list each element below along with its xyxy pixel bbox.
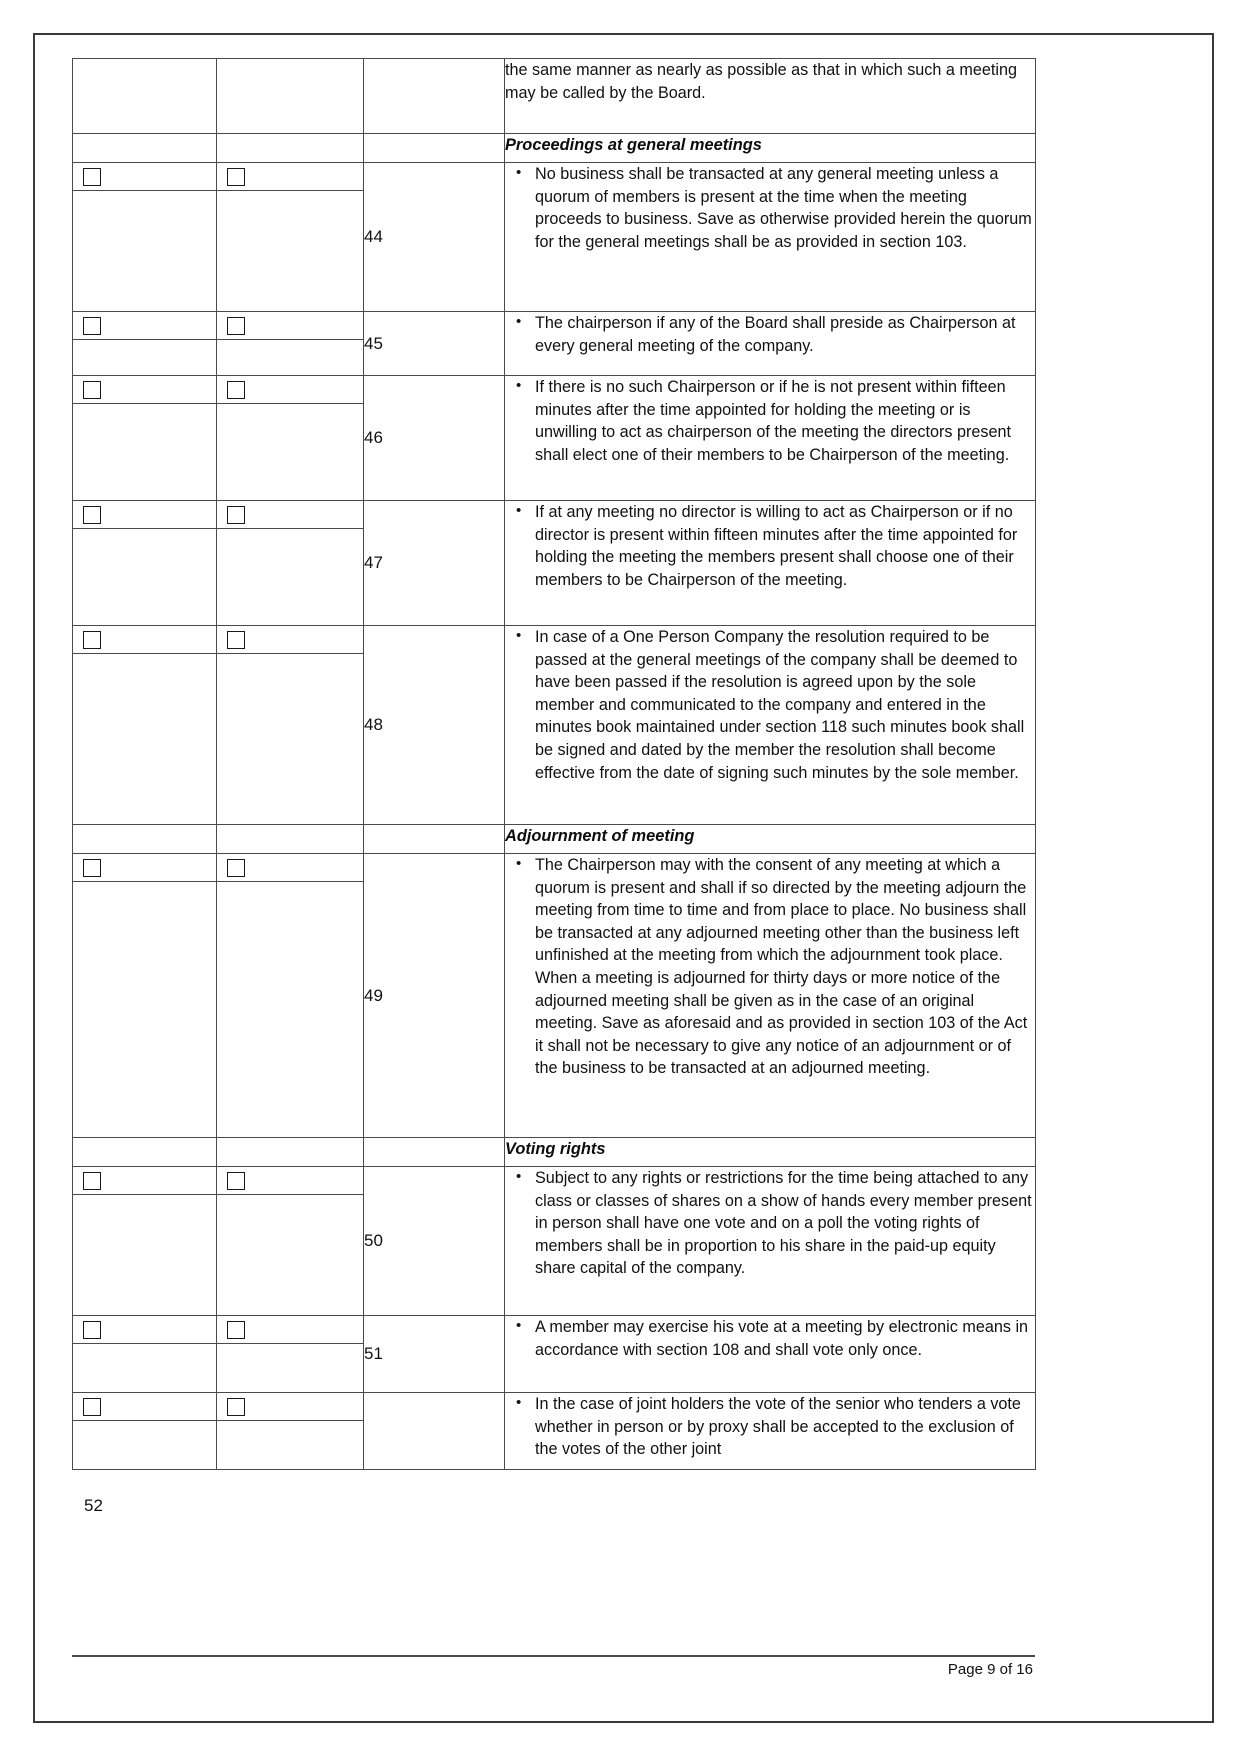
- checkbox-icon[interactable]: [227, 1321, 245, 1339]
- table-row: [73, 1167, 1036, 1316]
- checkbox-icon[interactable]: [227, 631, 245, 649]
- article-number-52-overflow: 52: [84, 1496, 103, 1515]
- checkbox-col1[interactable]: [73, 163, 216, 191]
- checkbox-col2[interactable]: [217, 376, 363, 404]
- checkbox-icon[interactable]: [227, 859, 245, 877]
- checkbox-col1[interactable]: [73, 854, 216, 882]
- checkbox-cell-col1[interactable]: [73, 1167, 217, 1316]
- checkbox-cell-col1[interactable]: [73, 312, 217, 376]
- checkbox-cell-col2[interactable]: [217, 376, 364, 501]
- checkbox-cell-remainder: [73, 1421, 216, 1469]
- checkbox-icon[interactable]: [83, 631, 101, 649]
- checkbox-icon[interactable]: [83, 859, 101, 877]
- section-heading-adjournment: Adjournment of meeting: [505, 825, 1036, 854]
- page-footer: [72, 1655, 1035, 1678]
- checkbox-icon[interactable]: [227, 1398, 245, 1416]
- section-heading-proceedings: Proceedings at general meetings: [505, 134, 1036, 163]
- article-text-cell: [505, 376, 1036, 501]
- checkbox-cell-col1[interactable]: [73, 854, 217, 1138]
- article-bullet: • A member may exercise his vote at a meeting by electronic means in accordance with section 108 and shall vote only once.: [535, 1316, 1035, 1361]
- checkbox-icon[interactable]: [227, 506, 245, 524]
- heading-checkbox-cell-a: [73, 134, 217, 163]
- checkbox-cell-col1[interactable]: [73, 376, 217, 501]
- article-text-cell: [505, 501, 1036, 626]
- article-number: 49: [364, 854, 505, 1138]
- article-bullet: • The Chairperson may with the consent of any meeting at which a quorum is present and shall if so directed by the meeting adjourn the meeting from time to time and from place to place. No business shall be transacted at any adjourned meeting other than the business left unfinished at the meeting from which the adjournment took place. When a meeting is adjourned for thirty days or more notice of the adjourned meeting shall be given as in the case of an original meeting. Save as aforesaid and as provided in section 103 of the Act it shall not be necessary to give any notice of an adjournment or of the business to be transacted at an adjourned meeting.: [535, 854, 1035, 1080]
- article-text-cell: [505, 854, 1036, 1138]
- heading-checkbox-cell-b: [217, 1138, 364, 1167]
- article-number: 44: [364, 163, 505, 312]
- section-heading-voting: Voting rights: [505, 1138, 1036, 1167]
- checkbox-cell-remainder: [73, 529, 216, 625]
- checkbox-icon[interactable]: [83, 1321, 101, 1339]
- checkbox-icon[interactable]: [227, 317, 245, 335]
- article-text-cell: [505, 626, 1036, 825]
- checkbox-col2[interactable]: [217, 854, 363, 882]
- checkbox-cell-col1[interactable]: [73, 163, 217, 312]
- article-bullet: • Subject to any rights or restrictions for the time being attached to any class or classes of shares on a show of hands every member present in person shall have one vote and on a poll the voting rights of members shall be in proportion to his share in the paid-up equity share capital of the company.: [535, 1167, 1035, 1280]
- checkbox-icon[interactable]: [83, 1172, 101, 1190]
- article-number: 46: [364, 376, 505, 501]
- heading-checkbox-cell-a: [73, 825, 217, 854]
- checkbox-icon[interactable]: [83, 317, 101, 335]
- checkbox-cell-remainder: [73, 191, 216, 311]
- checkbox-col2[interactable]: [217, 163, 363, 191]
- table-row: [73, 501, 1036, 626]
- article-bullet-list: [505, 854, 1035, 1080]
- checkbox-cell-empty-a: [73, 59, 217, 134]
- article-bullet-list: [505, 1316, 1035, 1361]
- table-row: [73, 626, 1036, 825]
- article-bullet-list: [505, 163, 1035, 253]
- article-bullet: • In case of a One Person Company the resolution required to be passed at the general meetings of the company shall be deemed to have been passed if the resolution is agreed upon by the sole member and communicated to the company and entered in the minutes book maintained under section 118 such minutes book shall be signed and dated by the member the resolution shall become effective from the date of signing such minutes by the sole member.: [535, 626, 1035, 784]
- continuation-paragraph: the same manner as nearly as possible as that in which such a meeting may be called by the Board.: [505, 61, 1017, 102]
- checkbox-col1[interactable]: [73, 376, 216, 404]
- checkbox-cell-col1[interactable]: [73, 626, 217, 825]
- checkbox-col2[interactable]: [217, 1316, 363, 1344]
- checkbox-col1[interactable]: [73, 1167, 216, 1195]
- checkbox-cell-empty-b: [217, 59, 364, 134]
- heading-checkbox-cell-b: [217, 825, 364, 854]
- heading-checkbox-cell-b: [217, 134, 364, 163]
- article-bullet-list: [505, 626, 1035, 784]
- article-number: 45: [364, 312, 505, 376]
- checkbox-col1[interactable]: [73, 1393, 216, 1421]
- article-number: 51: [364, 1316, 505, 1393]
- table-row: [73, 1316, 1036, 1393]
- checkbox-cell-col2[interactable]: [217, 1393, 364, 1470]
- article-text-cell: [505, 163, 1036, 312]
- checkbox-col2[interactable]: [217, 501, 363, 529]
- checkbox-cell-col2[interactable]: [217, 1316, 364, 1393]
- checkbox-cell-remainder: [73, 404, 216, 500]
- checkbox-col1[interactable]: [73, 626, 216, 654]
- article-text-cell: [505, 1167, 1036, 1316]
- article-number-overflow-placeholder: [364, 1393, 505, 1470]
- checkbox-cell-col2[interactable]: [217, 1167, 364, 1316]
- checkbox-icon[interactable]: [83, 1398, 101, 1416]
- checkbox-cell-col2[interactable]: [217, 854, 364, 1138]
- article-text-cell: [505, 1393, 1036, 1470]
- checkbox-col1[interactable]: [73, 1316, 216, 1344]
- heading-number-cell: [364, 134, 505, 163]
- checkbox-cell-col2[interactable]: [217, 501, 364, 626]
- article-bullet-list: [505, 501, 1035, 591]
- page-content: [72, 58, 1035, 1470]
- article-number-empty: [364, 59, 505, 134]
- checkbox-col2[interactable]: [217, 626, 363, 654]
- heading-number-cell: [364, 825, 505, 854]
- checkbox-cell-remainder: [73, 340, 216, 375]
- article-bullet-list: [505, 312, 1035, 357]
- checkbox-icon[interactable]: [227, 381, 245, 399]
- checkbox-col2[interactable]: [217, 1167, 363, 1195]
- table-row: [73, 1393, 1036, 1470]
- checkbox-cell-col2[interactable]: [217, 312, 364, 376]
- checkbox-cell-remainder: [73, 1195, 216, 1315]
- article-bullet-list: [505, 1393, 1035, 1461]
- table-row: [73, 163, 1036, 312]
- table-row-heading-adjournment: [73, 825, 1036, 854]
- checkbox-col2[interactable]: [217, 312, 363, 340]
- checkbox-icon[interactable]: [83, 506, 101, 524]
- articles-table: [72, 58, 1036, 1470]
- article-number: 47: [364, 501, 505, 626]
- table-row: [73, 854, 1036, 1138]
- checkbox-col1[interactable]: [73, 501, 216, 529]
- table-row-heading-voting: [73, 1138, 1036, 1167]
- article-bullet: • In the case of joint holders the vote of the senior who tenders a vote whether in person or by proxy shall be accepted to the exclusion of the votes of the other joint: [535, 1393, 1035, 1461]
- checkbox-cell-col1[interactable]: [73, 1316, 217, 1393]
- article-bullet-list: [505, 376, 1035, 466]
- article-number: 50: [364, 1167, 505, 1316]
- table-row-continuation: [73, 59, 1036, 134]
- article-bullet: • If at any meeting no director is willing to act as Chairperson or if no director is present within fifteen minutes after the time appointed for holding the meeting the members present shall choose one of their members to be Chairperson of the meeting.: [535, 501, 1035, 591]
- table-row: [73, 376, 1036, 501]
- checkbox-col2[interactable]: [217, 1393, 363, 1421]
- heading-checkbox-cell-a: [73, 1138, 217, 1167]
- checkbox-cell-remainder: [73, 654, 216, 824]
- table-row: [73, 312, 1036, 376]
- article-number: 48: [364, 626, 505, 825]
- article-text-cell: [505, 1316, 1036, 1393]
- article-bullet: • If there is no such Chairperson or if he is not present within fifteen minutes after the time appointed for holding the meeting or is unwilling to act as chairperson of the meeting the directors present shall elect one of their members to be Chairperson of the meeting.: [535, 376, 1035, 466]
- article-bullet: • The chairperson if any of the Board shall preside as Chairperson at every general meeting of the company.: [535, 312, 1035, 357]
- checkbox-icon[interactable]: [227, 1172, 245, 1190]
- article-bullet-list: [505, 1167, 1035, 1280]
- checkbox-cell-col2[interactable]: [217, 626, 364, 825]
- checkbox-cell-col1[interactable]: [73, 1393, 217, 1470]
- checkbox-cell-col1[interactable]: [73, 501, 217, 626]
- checkbox-icon[interactable]: [83, 381, 101, 399]
- checkbox-cell-remainder: [73, 882, 216, 1137]
- heading-number-cell: [364, 1138, 505, 1167]
- checkbox-cell-remainder: [73, 1344, 216, 1392]
- checkbox-icon[interactable]: [83, 168, 101, 186]
- page-footer-label: Page 9 of 16: [947, 1661, 1033, 1678]
- checkbox-icon[interactable]: [227, 168, 245, 186]
- article-bullet: • No business shall be transacted at any general meeting unless a quorum of members is present at the time when the meeting proceeds to business. Save as otherwise provided herein the quorum for the general meetings shall be as provided in section 103.: [535, 163, 1035, 253]
- checkbox-cell-col2[interactable]: [217, 163, 364, 312]
- table-row-heading-proceedings: [73, 134, 1036, 163]
- article-text-cell: [505, 312, 1036, 376]
- checkbox-col1[interactable]: [73, 312, 216, 340]
- article-continuation-text: [505, 59, 1036, 134]
